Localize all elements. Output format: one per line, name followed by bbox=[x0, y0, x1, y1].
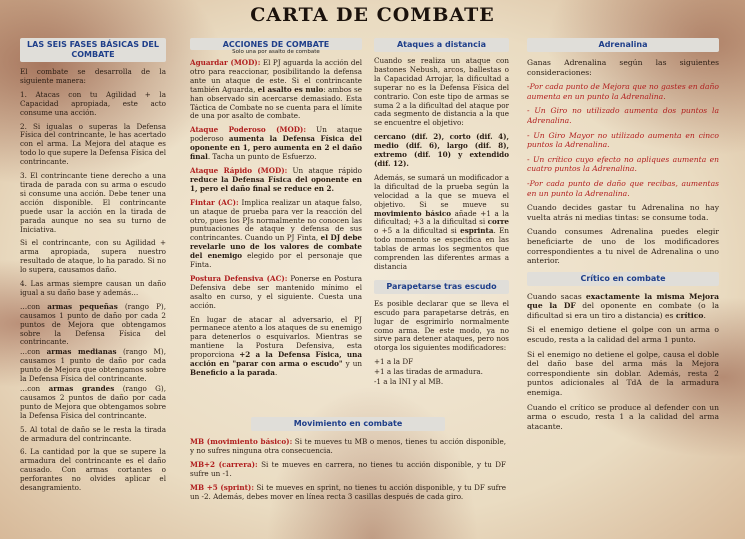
phase-5: 5. Al total de daño se le resta la tirada de armadura del contrincante. bbox=[20, 424, 166, 443]
movement-sprint: MB +5 (sprint): Si te mueves en sprint, no tienes tu acción disponible, y tu DF sufre un -2. Además, debes mover en línea recta 3 casillas después de cada giro. bbox=[190, 483, 506, 501]
phases-heading: LAS SEIS FASES BÁSICAS DEL COMBATE bbox=[20, 38, 166, 62]
adrenaline-column bbox=[527, 38, 719, 533]
shield-mod-2: +1 a las tiradas de armadura. bbox=[374, 367, 483, 377]
action-postura-defensiva-detail: En lugar de atacar al adversario, el PJ permanece atento a los ataques de su enemigo para detenerlos o esquivarlos. Mientras se mantiene la Postura Defensiva, esta proporciona +2 a la Defensa Física, una acción en "parar con arma o escudo" y un Beneficio a la parada. bbox=[190, 314, 362, 377]
movement-section bbox=[190, 417, 506, 506]
adrenaline-item-2: - Un Giro no utilizado aumenta dos puntos la Adrenalina. bbox=[527, 106, 719, 125]
phase-3-note: Si el contrincante, con su Agilidad + arma apropiada, supera nuestro resultado de ataque, lo ha parado. Si no lo supera, causamos daño. bbox=[20, 238, 166, 275]
action-ataque-poderoso: Ataque Poderoso (MOD): Un ataque poderoso aumenta la Defensa Física del oponente en 1, pero aumenta en 2 el daño final. Tacha un punto de Esfuerzo. bbox=[190, 125, 362, 162]
large-weapons: …con armas grandes (rango G), causamos 2 puntos de daño por cada punto de Mejora que obtengamos sobre la Defensa Física del contrincante. bbox=[20, 384, 166, 420]
phases-intro: El combate se desarrolla de la siguiente manera: bbox=[20, 67, 166, 85]
adrenaline-item-3: - Un Giro Mayor no utilizado aumenta en cinco puntos la Adrenalina. bbox=[527, 130, 719, 150]
action-fintar: Fintar (AC): Implica realizar un ataque falso, un ataque de prueba para ver la reacción del otro, pues los PJs normalmente no conocen las puntuaciones de ataque y defensa de sus contrincantes. Cuando un PJ Finta, el DJ debe revelarle uno de los valores de combate del enemigo elegido por el personaje que Finta. bbox=[190, 197, 362, 270]
adrenaline-item-4: - Un crítico cuyo efecto no apliques aumenta en cuatro puntos la Adrenalina. bbox=[527, 154, 719, 174]
page-title: CARTA DE COMBATE bbox=[250, 4, 495, 26]
movement-heading: Movimiento en combate bbox=[251, 417, 445, 431]
movement-run: MB+2 (carrera): Si te mueves en carrera, no tienes tu acción disponible, y tu DF sufre un -1. bbox=[190, 460, 506, 478]
phases-column bbox=[20, 38, 166, 498]
adrenaline-consume: Cuando consumes Adrenalina puedes elegir beneficiarte de uno de los modificadores correspondientes a tu nivel de Adrenalina o uno anterior. bbox=[527, 227, 719, 266]
shield-mod-1: +1 a la DF bbox=[374, 357, 414, 367]
shield-mod-3: -1 a la INI y al MB. bbox=[374, 377, 444, 387]
actions-column bbox=[190, 38, 362, 416]
adrenaline-heading: Adrenalina bbox=[527, 38, 719, 52]
ranged-intro: Cuando se realiza un ataque con bastones Nebush, arcos, ballestas o la Capacidad Arrojar, la dificultad a superar no es la Defensa Física del contrario. Con este tipo de armas se suma 2 a la dificultad del ataque por cada segmento de distancia a la que se encuentre el objetivo: bbox=[374, 56, 509, 128]
critical-blocked: Si el enemigo detiene el golpe con un arma o escudo, resta a la calidad del arma 1 punto. bbox=[527, 325, 719, 345]
phase-3: 3. El contrincante tiene derecho a una tirada de parada con su arma o escudo si consume una acción. Debe tener una acción disponible. El contrincante puede usar la acción en la tirada de parada aunque no sea su turno de Iniciativa. bbox=[20, 171, 166, 234]
medium-weapons: …con armas medianas (rango M), causamos 1 punto de daño por cada punto de Mejora que obtengamos sobre la Defensa Física del contrincante. bbox=[20, 347, 166, 384]
actions-heading: ACCIONES DE COMBATE bbox=[190, 38, 362, 50]
phase-2: 2. Si igualas o superas la Defensa Física del contrincante, le has acertado con el arma. La Mejora del ataque es todo lo que supere la Defensa Física del contrincante. bbox=[20, 121, 166, 167]
critical-defending: Cuando el crítico se produce al defender con un arma o escudo, resta 1 a la calidad del arma atacante. bbox=[527, 402, 719, 431]
shield-heading: Parapetarse tras escudo bbox=[374, 280, 509, 294]
critical-heading: Crítico en combate bbox=[527, 272, 719, 286]
shield-text: Es posible declarar que se lleva el escudo para parapetarse detrás, en lugar de esgrimirlo normalmente como arma. De este modo, ya no sirve para detener ataques, pero nos otorga los siguientes modificadores: bbox=[374, 298, 509, 353]
phase-6: 6. La cantidad por la que se supere la armadura del contrincante es el daño causado. Con armas cortantes o perforantes no olvides aplicar el desangramiento. bbox=[20, 447, 166, 493]
action-ataque-rapido: Ataque Rápido (MOD): Un ataque rápido reduce la Defensa Física del oponente en 1, pero el daño final se reduce en 2. bbox=[190, 165, 362, 193]
adrenaline-spend: Cuando decides gastar tu Adrenalina no hay vuelta atrás ni medias tintas: se consume toda. bbox=[527, 203, 719, 222]
phase-4: 4. Las armas siempre causan un daño igual a su daño base y además… bbox=[20, 279, 166, 297]
action-postura-defensiva: Postura Defensiva (AC): Ponerse en Postura Defensiva debe ser mantenido mínimo el asalto en curso, y el siguiente. Cuesta una acción. bbox=[190, 273, 362, 310]
actions-subheading: Solo una por asalto de combate bbox=[232, 49, 320, 55]
adrenaline-item-5: -Por cada punto de daño que recibas, aumentas en un punto la Adrenalina. bbox=[527, 178, 719, 198]
ranged-column bbox=[374, 38, 509, 416]
critical-definition: Cuando sacas exactamente la misma Mejora que la DF del oponente en combate (o la dificultad si era un tiro a distancia) es crítico. bbox=[527, 291, 719, 320]
action-aguardar: Aguardar (MOD): El PJ aguarda la acción del otro para reaccionar, posibilitando la defensa ante un ataque de este. Si el contrincante también Aguarda, el asalto es nulo: ambos se han observado sin acercarse demasiado. Esta Táctica de Combate no se cuenta para el límite de una por asalto de combate. bbox=[190, 58, 362, 121]
ranged-movement: Además, se sumará un modificador a la dificultad de la prueba según la velocidad a la que se mueva el objetivo. Si se mueve su movimiento básico añade +1 a la dificultad; +3 a la dificultad si corre o +5 a la dificultad si esprinta. En todo momento se especifica en las tablas de armas los segmentos que comprenden las diferentes armas a distancia bbox=[374, 172, 509, 271]
phase-1: 1. Atacas con tu Agilidad + la Capacidad apropiada, este acto consume una acción. bbox=[20, 89, 166, 117]
ranged-heading: Ataques a distancia bbox=[374, 38, 509, 52]
small-weapons: …con armas pequeñas (rango P), causamos 1 punto de daño por cada 2 puntos de Mejora que obtengamos sobre la Defensa Física del contrincante. bbox=[20, 301, 166, 347]
adrenaline-item-1: -Por cada punto de Mejora que no gastes en daño aumenta en un punto la Adrenalina. bbox=[527, 82, 719, 101]
ranged-difficulties: cercano (dif. 2), corto (dif. 4), medio (dif. 6), largo (dif. 8), extremo (dif. 10) y extendido (dif. 12). bbox=[374, 132, 509, 168]
critical-unblocked: Si el enemigo no detiene el golpe, causa el doble del daño base del arma más la Mejora correspondiente sin doblar. Además, resta 2 puntos adicionales al TdA de la armadura enemiga. bbox=[527, 349, 719, 398]
movement-basic: MB (movimiento básico): Si te mueves tu MB o menos, tienes tu acción disponible, y no sufres ninguna otra consecuencia. bbox=[190, 437, 506, 455]
adrenaline-intro: Ganas Adrenalina según las siguientes consideraciones: bbox=[527, 58, 719, 77]
